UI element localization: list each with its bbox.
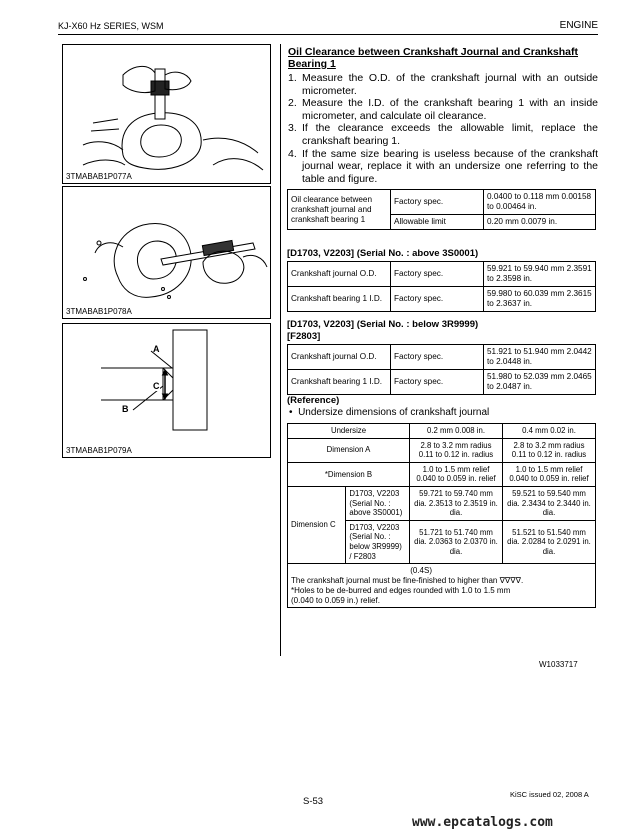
spec-item: Oil clearance between crankshaft journal and crankshaft bearing 1 (288, 190, 391, 230)
table-notes (288, 564, 596, 608)
figure-caption: 3TMABAB1P079A (66, 446, 132, 455)
spec-label: Factory spec. (391, 345, 484, 370)
figure-caption: 3TMABAB1P078A (66, 307, 132, 316)
spec-label: Allowable limit (391, 215, 484, 230)
spec-value: 59.921 to 59.940 mm 2.3591 to 2.3598 in. (484, 262, 596, 287)
issue-info: KiSC issued 02, 2008 A (510, 790, 589, 799)
journal-section-diagram (63, 324, 270, 457)
label-b: B (122, 404, 129, 414)
dimension-a-value: 2.8 to 3.2 mm radius 0.11 to 0.12 in. radius (503, 438, 596, 462)
dimension-c-value: 51.721 to 51.740 mm dia. 2.0363 to 2.0370 in. dia. (410, 520, 503, 563)
spec-value: 59.980 to 60.039 mm 2.3615 to 2.3637 in. (484, 287, 596, 312)
journal-spec-table-below (287, 344, 596, 395)
dimension-c-model: D1703, V2203 (Serial No. : below 3R9999) / F2803 (346, 520, 410, 563)
dimension-b-value: 1.0 to 1.5 mm relief 0.040 to 0.059 in. relief (410, 462, 503, 486)
spec-label: Factory spec. (391, 370, 484, 395)
note-relief: *Holes to be de-burred and edges rounded with 1.0 to 1.5 mm (0.040 to 0.059 in.) relief. (291, 585, 511, 605)
undersize-label: Undersize (288, 424, 410, 439)
bullet-icon: • (289, 407, 299, 418)
label-a: A (153, 344, 160, 354)
dimension-c-value: 51.521 to 51.540 mm dia. 2.0284 to 2.0291 in. dia. (503, 520, 596, 563)
figure-micrometer-journal (62, 44, 271, 184)
inside-micrometer-illustration (63, 187, 270, 318)
section-title-line2: Bearing 1 (288, 58, 336, 70)
procedure-steps (288, 72, 598, 185)
reference-heading: (Reference) (287, 395, 340, 406)
dimension-a-value: 2.8 to 3.2 mm radius 0.11 to 0.12 in. radius (410, 438, 503, 462)
note-finish: The crankshaft journal must be fine-finished to higher than ∇∇∇∇. (291, 575, 524, 585)
oil-clearance-table (287, 189, 596, 230)
spec-item: Crankshaft journal O.D. (288, 345, 391, 370)
journal-spec-table-above (287, 261, 596, 312)
step-item: 3. If the clearance exceeds the allowable limit, replace the crankshaft bearing 1. (288, 122, 598, 147)
header-rule (58, 34, 598, 35)
section-body (288, 46, 598, 185)
spec-label: Factory spec. (391, 262, 484, 287)
spec-item: Crankshaft journal O.D. (288, 262, 391, 287)
page-number: S-53 (303, 796, 324, 807)
spec-item: Crankshaft bearing 1 I.D. (288, 370, 391, 395)
dimension-c-value: 59.721 to 59.740 mm dia. 2.3513 to 2.3519 in. dia. (410, 486, 503, 520)
spec-label: Factory spec. (391, 287, 484, 312)
dimension-b-value: 1.0 to 1.5 mm relief 0.040 to 0.059 in. relief (503, 462, 596, 486)
document-code: W1033717 (539, 660, 578, 669)
table2-heading: [D1703, V2203] (Serial No. : above 3S0001) (287, 248, 479, 259)
spec-value: 0.0400 to 0.118 mm 0.00158 to 0.00464 in. (484, 190, 596, 215)
step-item: 4. If the same size bearing is useless because of the crankshaft journal wear, replace it with an undersize one referring to the table and figure. (288, 147, 598, 185)
table3-subheading: [F2803] (287, 331, 321, 342)
dimension-c-model: D1703, V2203 (Serial No. : above 3S0001) (346, 486, 410, 520)
reference-bullet-text: Undersize dimensions of crankshaft journal (298, 407, 490, 418)
spec-label: Factory spec. (391, 190, 484, 215)
figure-caption: 3TMABAB1P077A (66, 172, 132, 181)
figure-journal-dimensions (62, 323, 271, 458)
dimension-b-label: *Dimension B (288, 462, 410, 486)
dimension-c-value: 59.521 to 59.540 mm dia. 2.3434 to 2.3440 in. dia. (503, 486, 596, 520)
header-left: KJ-X60 Hz SERIES, WSM (58, 21, 164, 31)
figure-inside-micrometer (62, 186, 271, 319)
section-title-line1: Oil Clearance between Crankshaft Journal and Crankshaft (288, 46, 579, 58)
header-right: ENGINE (559, 20, 598, 31)
dimension-a-label: Dimension A (288, 438, 410, 462)
micrometer-journal-illustration (63, 45, 270, 183)
spec-item: Crankshaft bearing 1 I.D. (288, 287, 391, 312)
reference-bullet (289, 407, 489, 418)
spec-value: 0.20 mm 0.0079 in. (484, 215, 596, 230)
note-code: (0.4S) (410, 566, 432, 576)
undersize-table (287, 423, 596, 608)
undersize-col1: 0.2 mm 0.008 in. (410, 424, 503, 439)
undersize-col2: 0.4 mm 0.02 in. (503, 424, 596, 439)
table3-heading: [D1703, V2203] (Serial No. : below 3R9999) (287, 319, 479, 330)
spec-value: 51.980 to 52.039 mm 2.0465 to 2.0487 in. (484, 370, 596, 395)
column-divider (280, 44, 281, 656)
watermark: www.epcatalogs.com (412, 815, 553, 830)
step-item: 1. Measure the O.D. of the crankshaft journal with an outside micrometer. (288, 72, 598, 97)
dimension-c-label: Dimension C (288, 486, 346, 563)
spec-value: 51.921 to 51.940 mm 2.0442 to 2.0448 in. (484, 345, 596, 370)
label-c: C (153, 381, 160, 391)
step-item: 2. Measure the I.D. of the crankshaft bearing 1 with an inside micrometer, and calculate oil clearance. (288, 97, 598, 122)
